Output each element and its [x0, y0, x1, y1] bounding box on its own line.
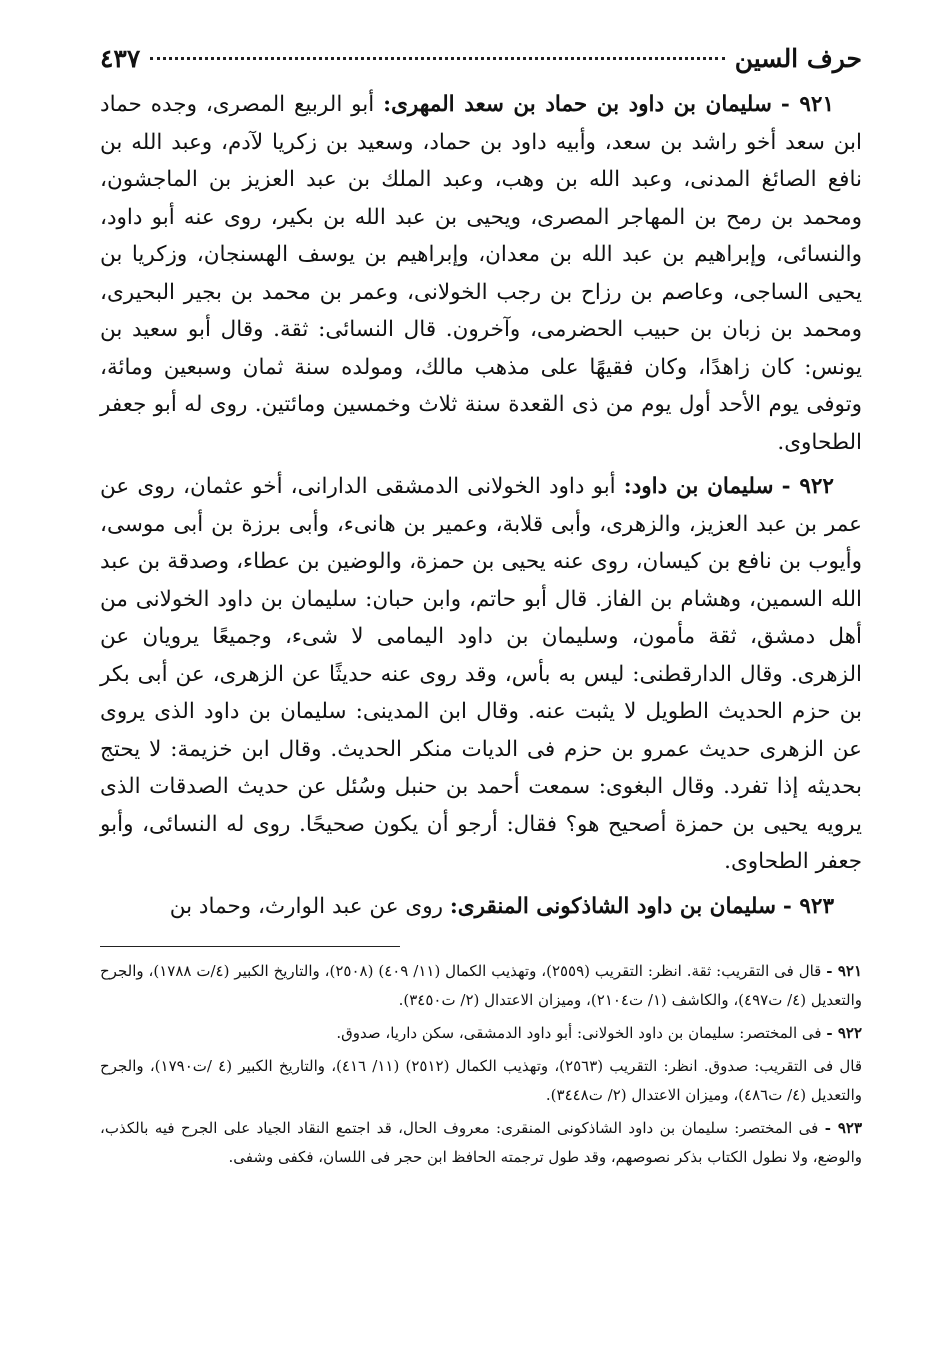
footnote-number: ٩٢٣ -	[824, 1118, 862, 1137]
entry-number: ٩٢٣ -	[782, 893, 834, 919]
running-header	[100, 30, 862, 86]
footnote-text: قال فى التقريب: ثقة. انظر: التقريب (٢٥٥٩)، وتهذيب الكمال (١١/ ٤٠٩) (٢٥٠٨)، والتاريخ الكبير (٤/ت ١٧٨٨)، والجرح والتعديل (٤/ ت٤٩٧)، والكاشف (١/ ت٢١٠٤)، وميزان الاعتدال (٢/ ت٣٤٥٠).	[100, 961, 862, 1009]
entry-text: روى عن عبد الوارث، وحماد بن	[169, 893, 444, 919]
entry-name: سليمان بن داود الشاذكونى المنقرى:	[449, 893, 777, 919]
page-number: ٤٣٧	[100, 43, 141, 73]
entry-name: سليمان بن داود:	[623, 474, 774, 499]
footnote-text: قال فى التقريب: صدوق. انظر: التقريب (٢٥٦٣)، وتهذيب الكمال (٢٥١٢) (١١/ ٤١٦)، والتاريخ الكبير (٤ /ت١٧٩٠)، والجرح والتعديل (٤/ ت٤٨٦)، وميزان الاعتدال (٢/ ت٣٤٤٨).	[100, 1056, 862, 1104]
main-text	[100, 86, 862, 926]
footnotes	[100, 957, 862, 1172]
entry-921	[100, 86, 862, 461]
footnote-text: فى المختصر: سليمان بن داود الشاذكونى المنقرى: معروف الحال، قد اجتمع النقاد الجياد على الجرح فيه بالكذب، والوضع، ولا نطول الكتاب بذكر نصوصهم، وقد طول ترجمته الحافظ ابن حجر فى اللسان، فكفى وشفى.	[100, 1118, 862, 1166]
header-dotted-leader	[150, 57, 724, 60]
chapter-title: حرف السين	[734, 43, 862, 73]
footnote-921	[100, 957, 862, 1015]
footnote-number: ٩٢١ -	[826, 961, 862, 980]
book-page	[100, 30, 862, 1340]
entry-text: أبو داود الخولانى الدمشقى الدارانى، أخو عثمان، روى عن عمر بن عبد العزيز، والزهرى، وأبى قلابة، وعمير بن هانىء، وأبى برزة بن أبى موسى، وأيوب بن نافع بن كيسان، روى عنه يحيى بن حمزة، والوضين بن عطاء، وصدقة بن عبد الله السمين، وهشام بن الفاز. قال أبو حاتم، وابن حبان: سليمان بن داود الخولانى من أهل دمشق، ثقة مأمون، وسليمان بن داود اليمامى لا شىء، وجميعًا يرويان عن الزهرى. وقال الدارقطنى: ليس به بأس، وقد روى عنه حديثًا عن الزهرى، عن أبى بكر بن حزم الحديث الطويل لا يثبت عنه. وقال ابن المدينى: سليمان بن داود الذى يروى عن الزهرى حديث عمرو بن حزم فى الديات منكر الحديث. وقال ابن خزيمة: لا يحتج بحديثه إذا تفرد. وقال البغوى: سمعت أحمد بن حنبل وسُئل عن حديث الصدقات الذى يرويه يحيى بن حمزة أصحيح هو؟ فقال: أرجو أن يكون صحيحًا. روى له النسائى، وأبو جعفر الطحاوى.	[100, 474, 862, 874]
entry-text: أبو الربيع المصرى، وجده حماد ابن سعد أخو راشد بن سعد، وأبيه داود بن حماد، وسعيد بن زكريا لآدم، وعبد الله بن نافع الصائغ المدنى، وعبد الله بن وهب، وعبد الملك بن عبد العزيز بن الماجشون، ومحمد بن رمح بن المهاجر المصرى، ويحيى بن عبد الله بن بكير، روى عنه أبو داود، والنسائى، وإبراهيم بن عبد الله بن معدان، وإبراهيم بن يوسف الهسنجان، وزكريا بن يحيى الساجى، وعاصم بن رزاح بن رجب الخولانى، وعمر بن محمد بن بجير البحيرى، ومحمد بن زبان بن حبيب الحضرمى، وآخرون. قال النسائى: ثقة. وقال أبو سعيد بن يونس: كان زاهدًا، وكان فقيهًا على مذهب مالك، ومولده سنة ثمان وسبعين ومائة، وتوفى يوم الأحد أول يوم من ذى القعدة سنة ثلاث وخمسين ومائتين. روى له أبو جعفر الطحاوى.	[100, 92, 862, 455]
footnote-922-continued	[100, 1052, 862, 1110]
footnote-923	[100, 1114, 862, 1172]
entry-number: ٩٢١ -	[780, 92, 834, 117]
entry-number: ٩٢٢ -	[781, 474, 834, 499]
entry-name: سليمان بن داود بن حماد بن سعد المهرى:	[383, 92, 772, 117]
footnote-number: ٩٢٢ -	[826, 1023, 862, 1042]
entry-922	[100, 468, 862, 881]
footnote-922	[100, 1019, 862, 1048]
entry-923	[100, 888, 862, 926]
footnote-separator	[100, 946, 400, 947]
footnote-text: فى المختصر: سليمان بن داود الخولانى: أبو داود الدمشقى، سكن داريا، صدوق.	[336, 1023, 822, 1042]
